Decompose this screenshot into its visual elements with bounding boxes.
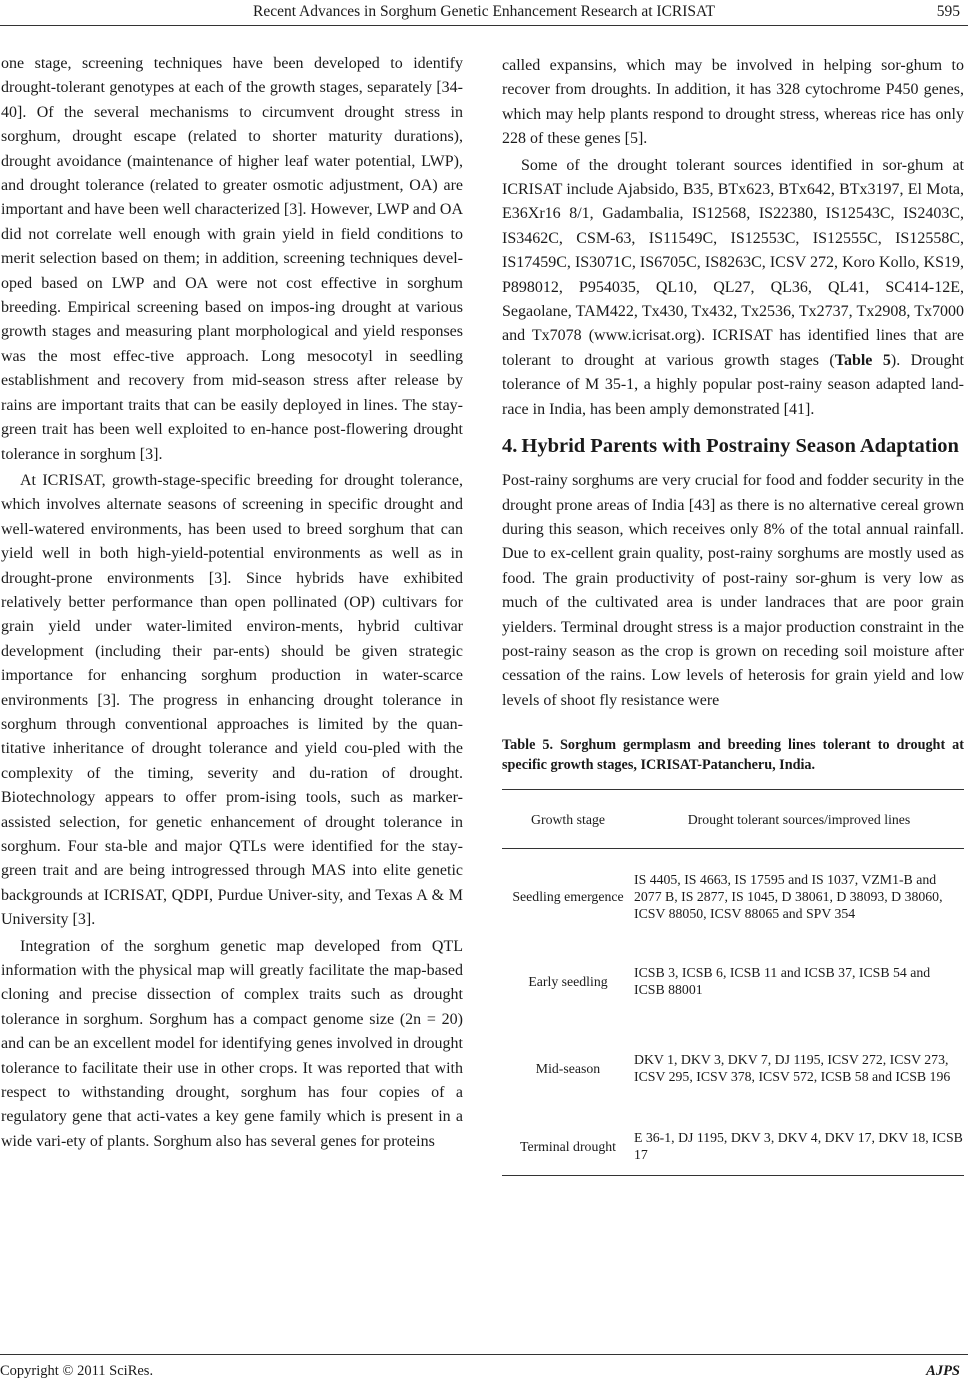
left-column [1, 52, 463, 1154]
body-paragraph: Post-rainy sorghums are very crucial for food and fodder security in the drought prone areas of India [43] as there is no alternative cereal grown during this season, which receives only 8% of the total annual rainfall. Due to ex-cellent grain quality, post-rainy sorghums are mostly used as food. The grain productivity of post-rainy sor-ghum is very low as much of the cultivated area is under landraces that are poor grain yielders. Terminal drought stress is a major production constraint in the post-rainy season as the crop is grown on receding soil moisture after cessation of the rains. Low levels of heterosis for grain yield and low levels of shoot fly resistance were [502, 472, 964, 709]
table-container [502, 789, 964, 1176]
growth-stage-cell: Seedling emergence [512, 888, 624, 904]
page-footer [0, 1360, 968, 1382]
table-reference: Table 5 [834, 351, 891, 369]
section-number: 4. [502, 435, 518, 458]
footer-divider [0, 1354, 968, 1355]
growth-stage-cell: Mid-season [535, 1060, 601, 1076]
tolerant-lines-cell: E 36-1, DJ 1195, DKV 3, DKV 4, DKV 17, DKV 18, ICSB 17 [634, 1117, 964, 1176]
page-number: 595 [936, 3, 960, 20]
column-header-tolerant-lines: Drought tolerant sources/improved lines [634, 790, 964, 849]
running-title: Recent Advances in Sorghum Genetic Enhancement Research at ICRISAT [252, 3, 715, 20]
tolerant-lines-cell: ICSB 3, ICSB 6, ICSB 11 and ICSB 37, ICSB 54 and ICSB 88001 [634, 965, 931, 998]
right-column [502, 54, 964, 1176]
growth-stage-cell: Terminal drought [502, 1117, 634, 1176]
column-header-growth-stage: Growth stage [502, 790, 634, 849]
paragraph-text: Some of the drought tolerant sources identified in sor-ghum at ICRISAT include Ajabsido, B35, BTx623, BTx642, BTx3197, El Mota, E36Xr16 8/1, Gadambalia, IS12568, IS22380, IS12543C, IS2403C, IS3462C, CSM-63, IS11549C, IS12553C, IS12555C, IS12558C, IS17459C, IS3071C, IS6705C, IS8263C, ICSV 272, Koro Kollo, KS19, P898012, P954035, QL10, QL27, QL36, QL41, SC414-12E, Segaolane, TAM422, Tx430, Tx432, Tx2536, Tx2737, Tx2908, Tx7000 and Tx7078 (www.icrisat.org). ICRISAT has identified lines that are tolerant to drought at various growth stages ( [502, 156, 964, 369]
body-paragraph [502, 154, 964, 422]
table-row [502, 943, 964, 1019]
tolerant-lines-cell: DKV 1, DKV 3, DKV 7, DJ 1195, ICSV 272, ICSV 273, ICSV 295, ICSV 378, ICSV 572, ICSB 58 and ICSB 196 [634, 1052, 951, 1085]
table-row [502, 849, 964, 944]
tolerant-lines-cell: IS 4405, IS 4663, IS 17595 and IS 1037, VZM1-B and 2077 B, IS 2877, IS 1045, D 38061, D 38093, D 38060, ICSV 88050, ICSV 88065 and SPV 354 [634, 871, 943, 921]
header-divider [0, 25, 968, 26]
body-paragraph: called expansins, which may be involved in helping sor-ghum to recover from droughts. In addition, it has 328 cytochrome P450 genes, which may help plants respond to drought stress, whereas rice has only 228 of these genes [5]. [502, 57, 964, 148]
drought-tolerance-table [502, 789, 964, 1176]
section-title: Hybrid Parents with Postrainy Season Adaptation [521, 435, 959, 458]
copyright-notice: Copyright © 2011 SciRes. [0, 1363, 154, 1379]
page-header [0, 0, 968, 24]
paragraph-text: ). Drought tolerance of M 35-1, a highly popular post-rainy season adapted land-race in India, has been amply demonstrated [41]. [502, 351, 964, 418]
body-paragraph: At ICRISAT, growth-stage-specific breeding for drought tolerance, which involves alternate seasons of screening in specific drought and well-watered environments, has been used to breed sorghum that can yield well in both high-yield-potential environments as well as in drought-prone environments [3]. Since hybrids have exhibited relatively better performance than open pollinated (OP) cultivars for grain yield under water-limited environ-ments, hybrid cultivar development (including their par-ents) should be given strategic importance for enhancing sorghum production in water-scarce environments [3]. The progress in enhancing drought tolerance in sorghum through conventional approaches is limited by the quan-titative inheritance of drought tolerance and yield cou-pled with the complexity of the timing, severity and du-ration of drought. Biotechnology appears to offer prom-ising tools, such as marker-assisted selection, for genetic enhancement of drought tolerance in sorghum. Four sta-ble and major QTLs were identified for the stay-green trait and are being introgressed through MAS into elite genetic backgrounds at ICRISAT, QDPI, Purdue Univer-sity, and Texas A & M University [3]. [1, 471, 463, 929]
table-header-row [502, 790, 964, 849]
table-row [502, 1117, 964, 1176]
section-heading [502, 434, 964, 459]
growth-stage-cell: Early seedling [528, 973, 608, 989]
journal-abbreviation: AJPS [926, 1363, 960, 1379]
body-paragraph: Integration of the sorghum genetic map developed from QTL information with the physical map will greatly facilitate the map-based cloning and precise dissection of complex traits such as drought tolerance in sorghum. Sorghum has a compact genome size (2n = 20) and can be an excellent model for identifying genes involved in drought tolerance to facilitate their use in other crops. It was reported that with respect to withstanding drought, sorghum has four copies of a regulatory gene that acti-vates a key gene family which is present in a wide vari-ety of plants. Sorghum also has several genes for proteins [1, 937, 463, 1150]
table-caption: Table 5. Sorghum germplasm and breeding lines tolerant to drought at specific growth stages, ICRISAT-Patancheru, India. [502, 737, 964, 774]
body-paragraph: one stage, screening techniques have been developed to identify drought-tolerant genotypes at each of the growth stages, separately [34-40]. Of the several mechanisms to circumvent drought stress in sorghum, drought escape (related to shorter maturity durations), drought avoidance (maintenance of higher leaf water potential, LWP), and drought tolerance (related to greater osmotic adjustment, OA) are important and have been well characterized [3]. However, LWP and OA did not correlate well enough with grain yield in field conditions to merit selection based on them; in addition, screening techniques devel-oped based on LWP and OA were not cost effective in sorghum breeding. Empirical screening based on impos-ing drought at various growth stages and measuring plant morphological and yield responses was the most effec-tive approach. Long mesocotyl in seedling establishment and recovery from mid-season stress after release by rains are important traits that can be easily deployed in lines. The stay-green trait has been well exploited to en-hance post-flowering drought tolerance in sorghum [3]. [1, 55, 463, 463]
table-row [502, 1019, 964, 1117]
